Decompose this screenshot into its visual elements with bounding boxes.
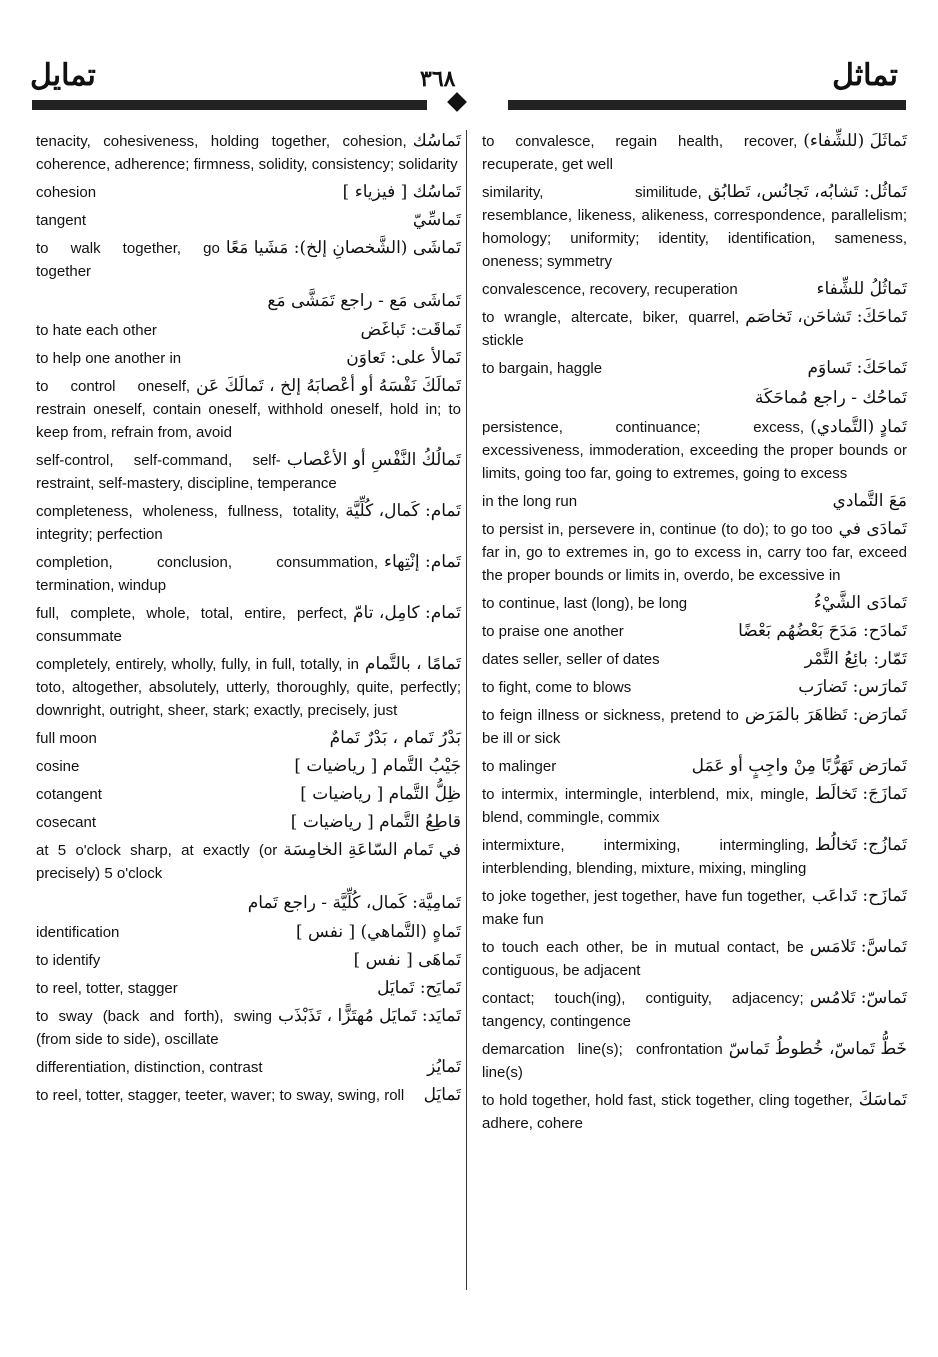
dictionary-entry	[36, 977, 461, 1000]
english-definition: convalescence, recovery, recuperation	[482, 281, 738, 298]
dictionary-entry	[482, 130, 907, 176]
dictionary-entry	[482, 676, 907, 699]
dictionary-entry	[36, 237, 461, 283]
arabic-cross-reference: تَمامِيَّة: كَمال، كُلِّيَّة - راجع تَمام	[247, 893, 461, 913]
english-definition: at 5 o'clock sharp, at exactly (or precisely) 5 o'clock	[36, 842, 278, 882]
english-definition: intermixture, intermixing, intermingling, interblending, blending, mixture, mixing, mingling	[482, 837, 809, 877]
arabic-headword: تَمارَض: تَظاهَرَ بالمَرَض	[744, 705, 907, 725]
dictionary-entry	[36, 602, 461, 648]
english-definition: differentiation, distinction, contrast	[36, 1059, 263, 1076]
dictionary-entry	[482, 181, 907, 273]
arabic-headword: تَماسّ: تَلامُس	[809, 988, 907, 1008]
header-diamond	[447, 92, 467, 112]
arabic-headword: تَمادَح: مَدَحَ بَعْضُهُم بَعْضًا	[738, 621, 907, 641]
arabic-headword: تَماثُلُ للشِّفاء	[816, 279, 907, 299]
english-definition: to control oneself, restrain oneself, contain oneself, withhold oneself, hold in; to keep from, refrain from, avoid	[36, 378, 461, 441]
arabic-headword: ظِلُّ التَّمام [ رياضيات ]	[300, 784, 461, 804]
dictionary-entry	[482, 306, 907, 352]
dictionary-entry	[36, 949, 461, 972]
english-definition: to convalesce, regain health, recover, recuperate, get well	[482, 133, 798, 173]
dictionary-entry	[482, 357, 907, 380]
page-number: ٣٦٨	[420, 66, 456, 92]
english-definition: dates seller, seller of dates	[482, 651, 660, 668]
english-definition: similarity, similitude, resemblance, likeness, alikeness, correspondence, parallelism; homology; uniformity; identity, identification, sameness, oneness; symmetry	[482, 184, 907, 270]
english-definition: tenacity, cohesiveness, holding together, cohesion, coherence, adherence; firmness, solidity, consistency; solidarity	[36, 133, 458, 173]
english-definition: cohesion	[36, 184, 97, 201]
dictionary-entry	[482, 1038, 907, 1084]
english-definition: to joke together, jest together, have fun together, make fun	[482, 888, 806, 928]
arabic-headword: في تَمام السّاعَةِ الخامِسَة	[283, 840, 461, 860]
dictionary-entry	[36, 319, 461, 342]
arabic-headword: تَماحَكَ: تَساوَم	[807, 358, 907, 378]
dictionary-entry	[36, 839, 461, 885]
arabic-headword: تَمازَجَ: تَخالَط	[814, 784, 907, 804]
english-definition: to persist in, persevere in, continue (to do); to go too far in, go to extremes in, go to excess in, carry too far, exceed the proper bounds or limits in, overdo, be excessive in	[482, 521, 907, 584]
dictionary-entry	[36, 551, 461, 597]
arabic-cross-reference: تَماشَى مَع - راجع تَمَشَّى مَع	[267, 291, 461, 311]
dictionary-entry	[36, 181, 461, 204]
english-definition: to bargain, haggle	[482, 360, 603, 377]
dictionary-entry	[36, 783, 461, 806]
arabic-headword: قاطِعُ التَّمام [ رياضيات ]	[290, 812, 461, 832]
english-definition: contact; touch(ing), contiguity, adjacency; tangency, contingence	[482, 990, 804, 1030]
english-definition: tangent	[36, 212, 87, 229]
left-column	[36, 130, 461, 1112]
dictionary-entry	[482, 592, 907, 615]
arabic-headword: تَمام: كَمال، كُلِّيَّة	[345, 501, 461, 521]
dictionary-entry	[482, 648, 907, 671]
dictionary-entry	[36, 449, 461, 495]
arabic-headword: تَماسُك	[412, 131, 461, 151]
dictionary-entry	[482, 620, 907, 643]
english-definition: to malinger	[482, 758, 557, 775]
arabic-headword: تَمام: كامِل، تامّ	[353, 603, 461, 623]
arabic-headword: تَمازُج: تَخالُط	[814, 835, 907, 855]
english-definition: to reel, totter, stagger, teeter, waver; to sway, swing, roll	[36, 1087, 405, 1104]
arabic-headword: تَماهَى [ نفس ]	[353, 950, 461, 970]
column-divider	[466, 130, 467, 1290]
dictionary-entry	[36, 727, 461, 750]
right-column	[482, 130, 907, 1140]
dictionary-entry	[36, 811, 461, 834]
english-definition: identification	[36, 924, 120, 941]
arabic-headword: تَماسُك [ فيزياء ]	[342, 182, 461, 202]
english-definition: to feign illness or sickness, pretend to be ill or sick	[482, 707, 739, 747]
arabic-headword: تَمّار: بائِعُ التَّمْر	[804, 649, 907, 669]
english-definition: to touch each other, be in mutual contact, be contiguous, be adjacent	[482, 939, 804, 979]
english-definition: to identify	[36, 952, 101, 969]
english-definition: to sway (back and forth), swing (from side to side), oscillate	[36, 1008, 272, 1048]
dictionary-entry	[482, 755, 907, 778]
arabic-headword: تَمالَكَ نَفْسَهُ أو أعْصابَهُ إلخ ، تَمالَكَ عَن	[196, 376, 461, 396]
arabic-headword: تَماثُل: تَشابُه، تَجانُس، تَطابُق	[707, 182, 907, 202]
arabic-headword: تَمادٍ (التَّمادي)	[810, 417, 907, 437]
english-definition: completion, conclusion, consummation, termination, windup	[36, 554, 378, 594]
arabic-headword: تَمارَس: تَضارَب	[798, 677, 907, 697]
arabic-headword: تَمادَى في	[838, 519, 907, 539]
dictionary-entry	[36, 755, 461, 778]
english-definition: cotangent	[36, 786, 102, 803]
english-definition: to hate each other	[36, 322, 157, 339]
english-definition: to praise one another	[482, 623, 624, 640]
arabic-headword: تَماثَلَ (للشِّفاء)	[803, 131, 907, 151]
arabic-headword: تَمام: إنْتِهاء	[384, 552, 461, 572]
arabic-headword: تَمايَد: تَمايَل مُهتَزًّا ، تَذَبْذَب	[277, 1006, 461, 1026]
dictionary-entry	[36, 288, 461, 314]
arabic-headword: تَماهٍ (التَّماهي) [ نفس ]	[296, 922, 461, 942]
dictionary-entry	[482, 783, 907, 829]
arabic-headword: تَمامًا ، بالتَّمام	[364, 654, 461, 674]
arabic-headword: تَمالُكُ النَّفْسِ أو الأعْصاب	[286, 450, 461, 470]
english-definition: to help one another in	[36, 350, 182, 367]
arabic-headword: تَمالأ على: تَعاوَن	[346, 348, 461, 368]
dictionary-entry	[36, 375, 461, 444]
english-definition: to continue, last (long), be long	[482, 595, 688, 612]
dictionary-entry	[482, 490, 907, 513]
dictionary-entry	[482, 278, 907, 301]
arabic-headword: تَماقَت: تَباغَض	[360, 320, 461, 340]
dictionary-entry	[36, 653, 461, 722]
dictionary-entry	[482, 416, 907, 485]
dictionary-entry	[36, 921, 461, 944]
dictionary-entry	[36, 1084, 461, 1107]
english-definition: full, complete, whole, total, entire, perfect, consummate	[36, 605, 348, 645]
english-definition: demarcation line(s); confrontation line(s)	[482, 1041, 723, 1081]
arabic-headword: خَطُّ تَماسّ، خُطوطُ تَماسّ	[728, 1039, 907, 1059]
dictionary-entry	[482, 834, 907, 880]
english-definition: to intermix, intermingle, interblend, mix, mingle, blend, commingle, commix	[482, 786, 809, 826]
english-definition: to reel, totter, stagger	[36, 980, 178, 997]
english-definition: cosecant	[36, 814, 97, 831]
english-definition: in the long run	[482, 493, 578, 510]
arabic-cross-reference: تَماحُك - راجع مُماحَكَة	[754, 388, 907, 408]
dictionary-entry	[482, 936, 907, 982]
arabic-headword: تَمايَل	[423, 1085, 461, 1105]
dictionary-entry	[36, 130, 461, 176]
arabic-headword: تَمارَض تَهَرُّبًا مِنْ واجِبٍ أو عَمَل	[691, 756, 907, 776]
dictionary-entry	[482, 885, 907, 931]
arabic-headword: تَمادَى الشَّيْءُ	[813, 593, 907, 613]
running-header-left: تمايل	[30, 58, 96, 93]
dictionary-entry	[36, 890, 461, 916]
dictionary-entry	[36, 1005, 461, 1051]
arabic-headword: جَيْبُ التَّمام [ رياضيات ]	[294, 756, 461, 776]
arabic-headword: تَماسَكَ	[858, 1090, 907, 1110]
arabic-headword: تَماسَّ: تَلامَس	[809, 937, 907, 957]
header-rule-left	[32, 100, 427, 110]
arabic-headword: تَماشَى (الشَّخصانِ إلخ): مَشَيا مَعًا	[225, 238, 461, 258]
english-definition: completeness, wholeness, fullness, totality, integrity; perfection	[36, 503, 340, 543]
english-definition: full moon	[36, 730, 97, 747]
arabic-headword: تَمايُز	[427, 1057, 461, 1077]
dictionary-entry	[36, 347, 461, 370]
dictionary-entry	[36, 500, 461, 546]
arabic-headword: تَمازَح: تَداعَب	[811, 886, 907, 906]
arabic-headword: تَمايَح: تَمايَل	[377, 978, 461, 998]
english-definition: cosine	[36, 758, 80, 775]
dictionary-entry	[482, 987, 907, 1033]
dictionary-entry	[36, 209, 461, 232]
english-definition: self-control, self-command, self-restraint, self-mastery, discipline, temperance	[36, 452, 337, 492]
dictionary-entry	[482, 385, 907, 411]
english-definition: to walk together, go together	[36, 240, 220, 280]
dictionary-entry	[482, 704, 907, 750]
dictionary-entry	[36, 1056, 461, 1079]
english-definition: to fight, come to blows	[482, 679, 632, 696]
english-definition: to wrangle, altercate, biker, quarrel, stickle	[482, 309, 740, 349]
english-definition: persistence, continuance; excess, excessiveness, immoderation, exceeding the proper bounds or limits, going too far, going to extremes, going to excess	[482, 419, 907, 482]
running-header-right: تماثل	[832, 58, 898, 93]
english-definition: completely, entirely, wholly, fully, in full, totally, in toto, altogether, absolutely, utterly, thoroughly, quite, perfectly; downright, outright, sheer, stark; exactly, precisely, just	[36, 656, 461, 719]
arabic-headword: بَدْرُ تَمام ، بَدْرٌ تَمامٌ	[329, 728, 461, 748]
arabic-headword: تَماحَكَ: تَشاحَن، تَخاصَم	[745, 307, 907, 327]
arabic-headword: مَعَ التَّمادي	[832, 491, 907, 511]
header-rule-right	[508, 100, 906, 110]
arabic-headword: تَماسِّيّ	[412, 210, 461, 230]
dictionary-entry	[482, 518, 907, 587]
english-definition: to hold together, hold fast, stick together, cling together, adhere, cohere	[482, 1092, 853, 1132]
dictionary-entry	[482, 1089, 907, 1135]
